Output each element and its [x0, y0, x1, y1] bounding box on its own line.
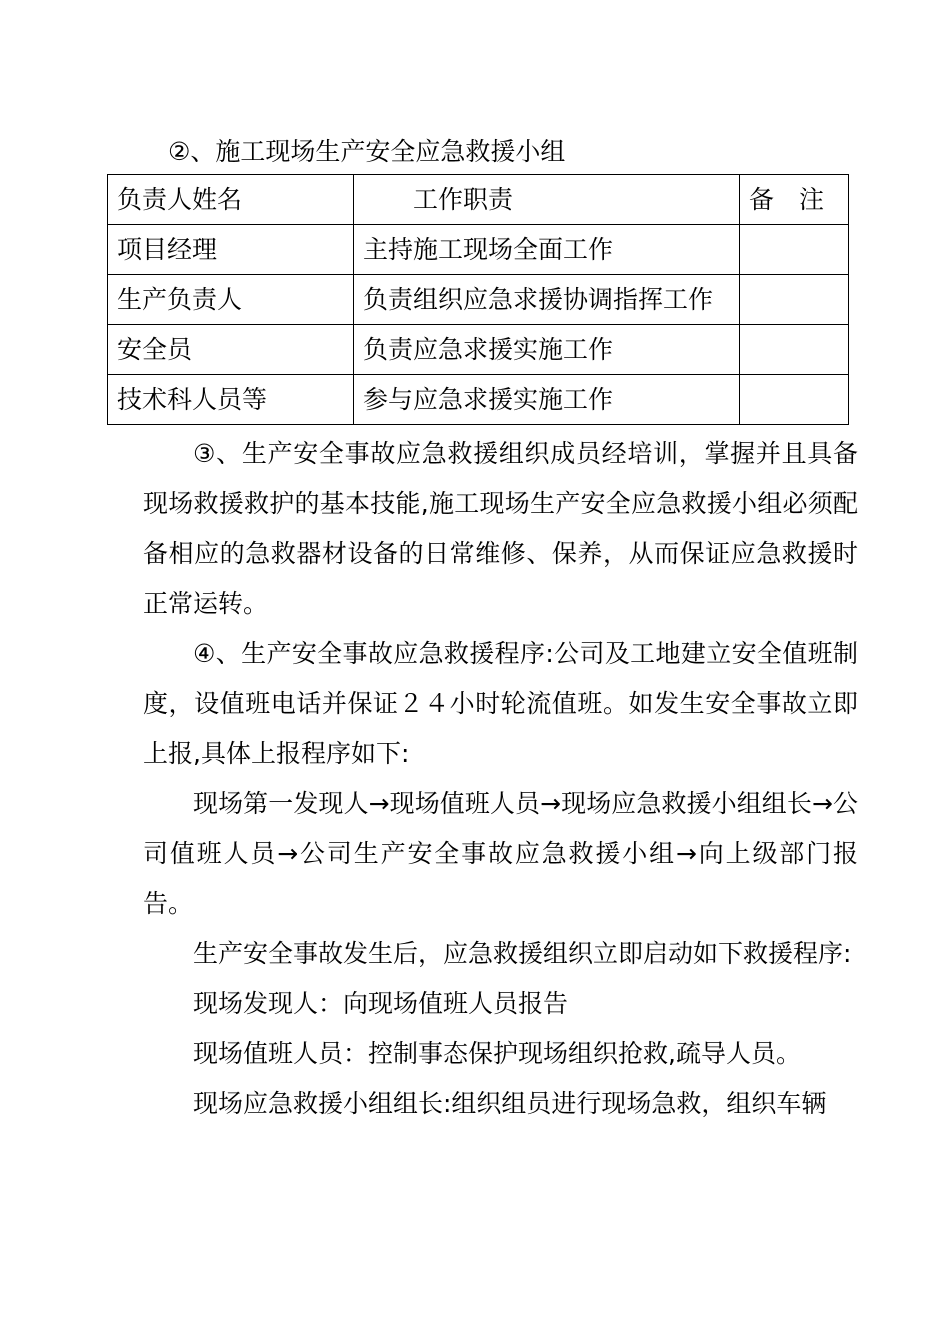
cell-remark [740, 375, 849, 425]
body-text [143, 429, 858, 1129]
cell-duty: 负责应急求援实施工作 [354, 325, 740, 375]
paragraph-procedure: ④、生产安全事故应急救援程序:公司及工地建立安全值班制度，设值班电话并保证２４小时轮流值班。如发生安全事故立即上报,具体上报程序如下: [143, 639, 858, 768]
header-duty: 工作职责 [354, 175, 740, 225]
table-row [108, 325, 849, 375]
cell-role: 安全员 [108, 325, 354, 375]
cell-remark [740, 225, 849, 275]
paragraph-report-chain: 现场第一发现人→现场值班人员→现场应急救援小组组长→公司值班人员→公司生产安全事故应急救援小组→向上级部门报告。 [143, 789, 858, 918]
paragraph-discoverer: 现场发现人：向现场值班人员报告 [193, 989, 569, 1018]
header-remark: 备 注 [740, 175, 849, 225]
paragraph-team-leader: 现场应急救援小组组长:组织组员进行现场急救，组织车辆 [193, 1089, 827, 1118]
paragraph-training: ③、生产安全事故应急救援组织成员经培训，掌握并且具备现场救援救护的基本技能,施工现场生产安全应急救援小组必须配备相应的急救器材设备的日常维修、保养，从而保证应急救援时正常运转。 [143, 439, 858, 618]
cell-remark [740, 275, 849, 325]
table-header-row [108, 175, 849, 225]
table-row [108, 375, 849, 425]
paragraph-duty-staff: 现场值班人员：控制事态保护现场组织抢救,疏导人员。 [193, 1039, 801, 1068]
cell-duty: 主持施工现场全面工作 [354, 225, 740, 275]
paragraph-rescue-start: 生产安全事故发生后，应急救援组织立即启动如下救援程序: [193, 939, 852, 968]
cell-duty: 参与应急求援实施工作 [354, 375, 740, 425]
header-name: 负责人姓名 [108, 175, 354, 225]
cell-role: 项目经理 [108, 225, 354, 275]
cell-duty: 负责组织应急求援协调指挥工作 [354, 275, 740, 325]
emergency-team-table [107, 174, 849, 425]
table-row [108, 225, 849, 275]
table-row [108, 275, 849, 325]
cell-remark [740, 325, 849, 375]
cell-role: 生产负责人 [108, 275, 354, 325]
cell-role: 技术科人员等 [108, 375, 354, 425]
section-title: ②、施工现场生产安全应急救援小组 [168, 137, 566, 166]
